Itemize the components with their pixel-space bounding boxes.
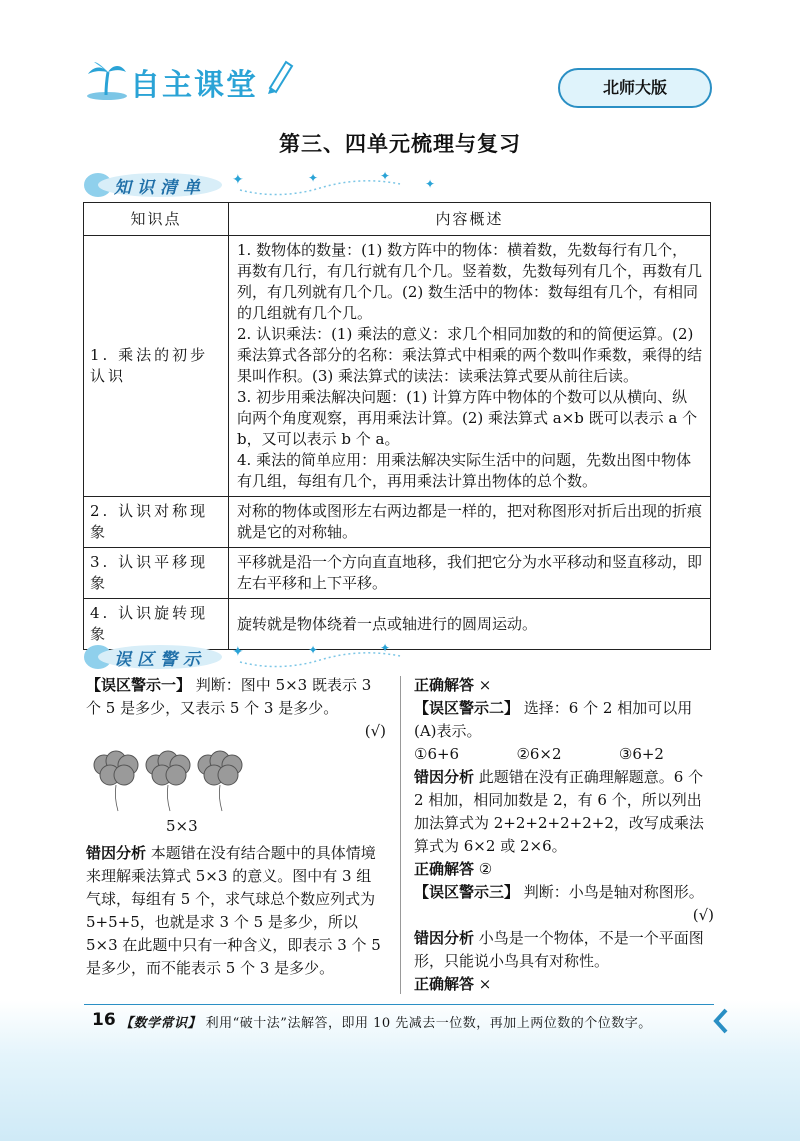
math-tip: [120, 1012, 652, 1031]
svg-text:✦: ✦: [232, 172, 244, 188]
summary-line: 3. 初步用乘法解决问题：(1) 计算方阵中物体的个数可以从横向、纵向两个角度观察，再用乘法计算。(2) 乘法算式 a×b 既可以表示 a 个 b，又可以表示 b 个 a。: [237, 388, 698, 448]
warning-three-answer-label: 正确解答: [414, 975, 475, 993]
warning-three-tag: 【误区警示三】: [414, 883, 520, 901]
column-divider: [400, 676, 401, 994]
table-row: [84, 548, 711, 599]
warning-one-answer-label: 正确解答: [414, 676, 475, 694]
footer-rule: [84, 1004, 714, 1005]
chevron-left-icon: [712, 1008, 730, 1034]
knowledge-section-header: [80, 170, 460, 200]
option-one: ①6+6: [414, 745, 460, 763]
warning-one-tag: 【误区警示一】: [86, 676, 192, 694]
warning-two-answer: ②: [478, 860, 493, 878]
column-header-summary: 内容概述: [229, 203, 711, 236]
palm-tree-icon: [84, 60, 130, 100]
knowledge-point: 2. 认识对称现象: [84, 497, 229, 548]
knowledge-point: 1. 乘法的初步认识: [84, 236, 229, 497]
page-number: 16: [92, 1010, 116, 1030]
page-title: 第三、四单元梳理与复习: [279, 132, 521, 156]
table-header-row: [84, 203, 711, 236]
knowledge-section-label: 知识清单: [114, 178, 206, 198]
svg-text:✦: ✦: [308, 171, 319, 185]
svg-text:✦: ✦: [425, 177, 436, 191]
math-tip-text: 利用“破十法”法解答，即用 10 先减去一位数，再加上两位数的个位数字。: [205, 1016, 652, 1031]
warning-three-analysis: 小鸟是一个物体，不是一个平面图形，只能说小鸟具有对称性。: [414, 929, 704, 970]
warning-two-answer-label: 正确解答: [414, 860, 475, 878]
svg-text:✦: ✦: [380, 170, 391, 183]
warning-one-answer: ×: [478, 676, 492, 694]
balloons-caption: 5×3: [166, 817, 198, 835]
right-column: [414, 674, 714, 996]
table-row: [84, 497, 711, 548]
column-header-point: 知识点: [84, 203, 229, 236]
knowledge-summary: 旋转就是物体绕着一点或轴进行的圆周运动。: [229, 599, 711, 650]
knowledge-point: 4. 认识旋转现象: [84, 599, 229, 650]
warning-one-mark: (√): [364, 722, 386, 740]
warning-two-question: 选择：6 个 2 相加可以用(A)表示。: [414, 699, 693, 740]
warning-two-analysis: 此题错在没有正确理解题意。6 个 2 相加，相同加数是 2，有 6 个，所以列出加法算式为 2+2+2+2+2+2，改写成乘法算式为 6×2 或 2×6。: [414, 768, 704, 855]
warning-one-analysis: 本题错在没有结合题中的具体情境来理解乘法算式 5×3 的意义。图中有 3 组气球，每组有 5 个，求气球总个数应列式为 5+5+5，也就是求 3 个 5 是多少，所以 5×3 在此题中只有一种含义，即表示 3 个 5 是多少，而不能表示 5 个 3 是多少。: [86, 844, 381, 977]
table-row: [84, 236, 711, 497]
warning-three-question: 判断：小鸟是轴对称图形。: [523, 883, 704, 901]
summary-line: 1. 数物体的数量：(1) 数方阵中的物体：横着数，先数每行有几个，再数有几行，有几行就有几个几。竖着数，先数每列有几个，再数有几列，有几列就有几个几。(2) 数生活中的物体：数每组有几个，有相同的几组就有几个几。: [237, 241, 703, 322]
balloons-illustration: [90, 745, 260, 815]
pencil-icon: [262, 56, 296, 96]
knowledge-point: 3. 认识平移现象: [84, 548, 229, 599]
svg-text:✦: ✦: [380, 642, 391, 655]
warning-three-analysis-label: 错因分析: [414, 929, 475, 947]
warning-two-analysis-label: 错因分析: [414, 768, 475, 786]
warnings-section-header: [80, 642, 460, 672]
knowledge-summary: 平移就是沿一个方向直直地移，我们把它分为水平移动和竖直移动，即左右平移和上下平移。: [229, 548, 711, 599]
summary-line: 2. 认识乘法：(1) 乘法的意义：求几个相同加数的和的简便运算。(2) 乘法算式各部分的名称：乘法算式中相乘的两个数叫作乘数，乘得的结果叫作积。(3) 乘法算式的读法：读乘法算式要从前往后读。: [237, 325, 703, 385]
option-three: ③6+2: [618, 745, 664, 763]
warning-two-tag: 【误区警示二】: [414, 699, 520, 717]
knowledge-summary: 对称的物体或图形左右两边都是一样的，把对称图形对折后出现的折痕就是它的对称轴。: [229, 497, 711, 548]
warnings-section-label: 误区警示: [114, 650, 206, 670]
summary-line: 4. 乘法的简单应用：用乘法解决实际生活中的问题，先数出图中物体有几组，每组有几个，再用乘法计算出物体的总个数。: [237, 451, 692, 490]
warning-one: [86, 674, 386, 980]
warning-one-question: 判断：图中 5×3 既表示 3 个 5 是多少，又表示 5 个 3 是多少。: [86, 676, 372, 717]
warning-one-analysis-label: 错因分析: [86, 844, 147, 862]
edition-badge: 北师大版: [558, 68, 712, 108]
svg-text:✦: ✦: [308, 643, 319, 657]
knowledge-summary: [229, 236, 711, 497]
warning-three-mark: (√): [692, 906, 714, 924]
brand-title: 自主课堂: [130, 68, 258, 103]
knowledge-table: [83, 202, 711, 650]
svg-text:✦: ✦: [232, 644, 244, 660]
math-tip-label: 【数学常识】: [120, 1016, 202, 1031]
warning-three-answer: ×: [478, 975, 492, 993]
option-two: ②6×2: [516, 745, 562, 763]
